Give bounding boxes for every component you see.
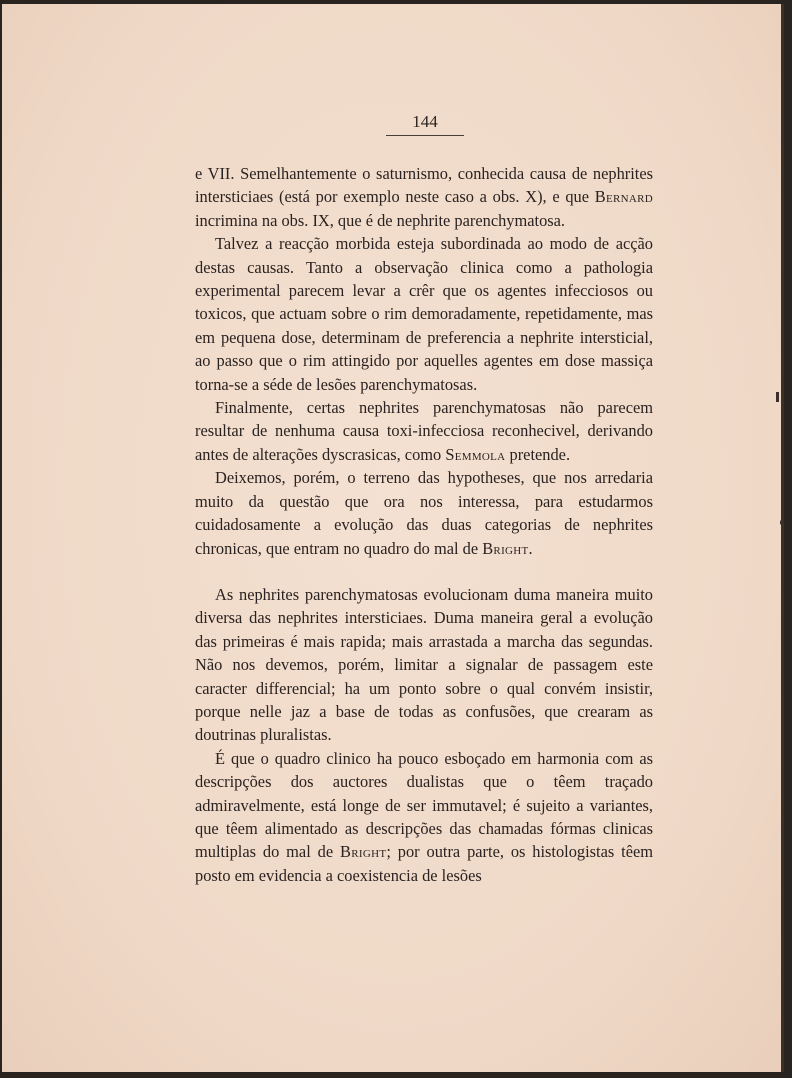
paragraph-2	[195, 232, 653, 396]
text-segment: É que o quadro clinico ha pouco esboçado em harmonia com as descripções dos auctores dualistas que o têem traçado admiravelmente, está longe de ser immutavel; é sujeito a variantes, que têem alimentado as descripções das chamadas fórmas clinicas multiplas do mal de	[195, 748, 653, 862]
text-segment: .	[528, 538, 533, 558]
text-segment: ; por outra parte, os histologistas têem posto em evidencia a coexistencia de lesões	[195, 842, 653, 885]
paragraph-3	[195, 396, 653, 466]
paragraph-5	[195, 583, 653, 747]
paragraph-6	[195, 747, 653, 887]
page-number: 144	[412, 112, 438, 131]
text-segment: incrimina na obs. IX, que é de nephrite parenchymatosa.	[195, 210, 566, 230]
folio-rule	[386, 135, 464, 136]
body-text	[195, 162, 653, 887]
paragraph-1	[195, 162, 653, 232]
text-segment: Finalmente, certas nephrites parenchymatosas não parecem resultar de nenhuma causa toxi-infecciosa reconhecivel, derivando antes de alterações dyscrasicas, como	[195, 398, 653, 464]
margin-speck	[780, 520, 784, 525]
author-name-semmola: Semmola	[445, 444, 506, 464]
text-segment: e VII. Semelhantemente o saturnismo, conhecida causa de nephrites intersticiaes (está por exemplo neste caso a obs. X), e que	[195, 164, 653, 207]
text-segment: As nephrites parenchymatosas evolucionam duma maneira muito diversa das nephrites intersticiaes. Duma maneira geral a evolução das primeiras é mais rapida; mais arrastada a marcha das segundas. Não nos devemos, porém, limitar a signalar de passagem este caracter differencial; ha um ponto sobre o qual convém insistir, porque nelle jaz a base de todas as confusões, que crearam as doutrinas pluralistas.	[195, 584, 653, 745]
text-segment: Talvez a reacção morbida esteja subordinada ao modo de acção destas causas. Tanto a observação clinica como a pathologia experimental parecem levar a crêr que os agentes infecciosos ou toxicos, que actuam sobre o rim demoradamente, repetidamente, mas em pequena dose, determinam de preferencia a nephrite intersticial, ao passo que o rim attingido por aquelles agentes em dose massiça torna-se a séde de lesões parenchymatosas.	[195, 234, 653, 394]
book-page	[2, 4, 784, 1072]
author-name-bright: Bright	[482, 538, 529, 558]
text-segment: pretende.	[505, 444, 571, 464]
author-name-bernard: Bernard	[594, 187, 653, 207]
paragraph-4	[195, 466, 653, 560]
author-name-bright: Bright	[340, 842, 387, 862]
text-segment: Deixemos, porém, o terreno das hypotheses, que nos arredaria muito da questão que ora nos interessa, para estudarmos cuidadosamente a evolução das duas categorias de nephrites chronicas, que entram no quadro do mal de	[195, 468, 653, 558]
margin-speck	[776, 392, 779, 402]
